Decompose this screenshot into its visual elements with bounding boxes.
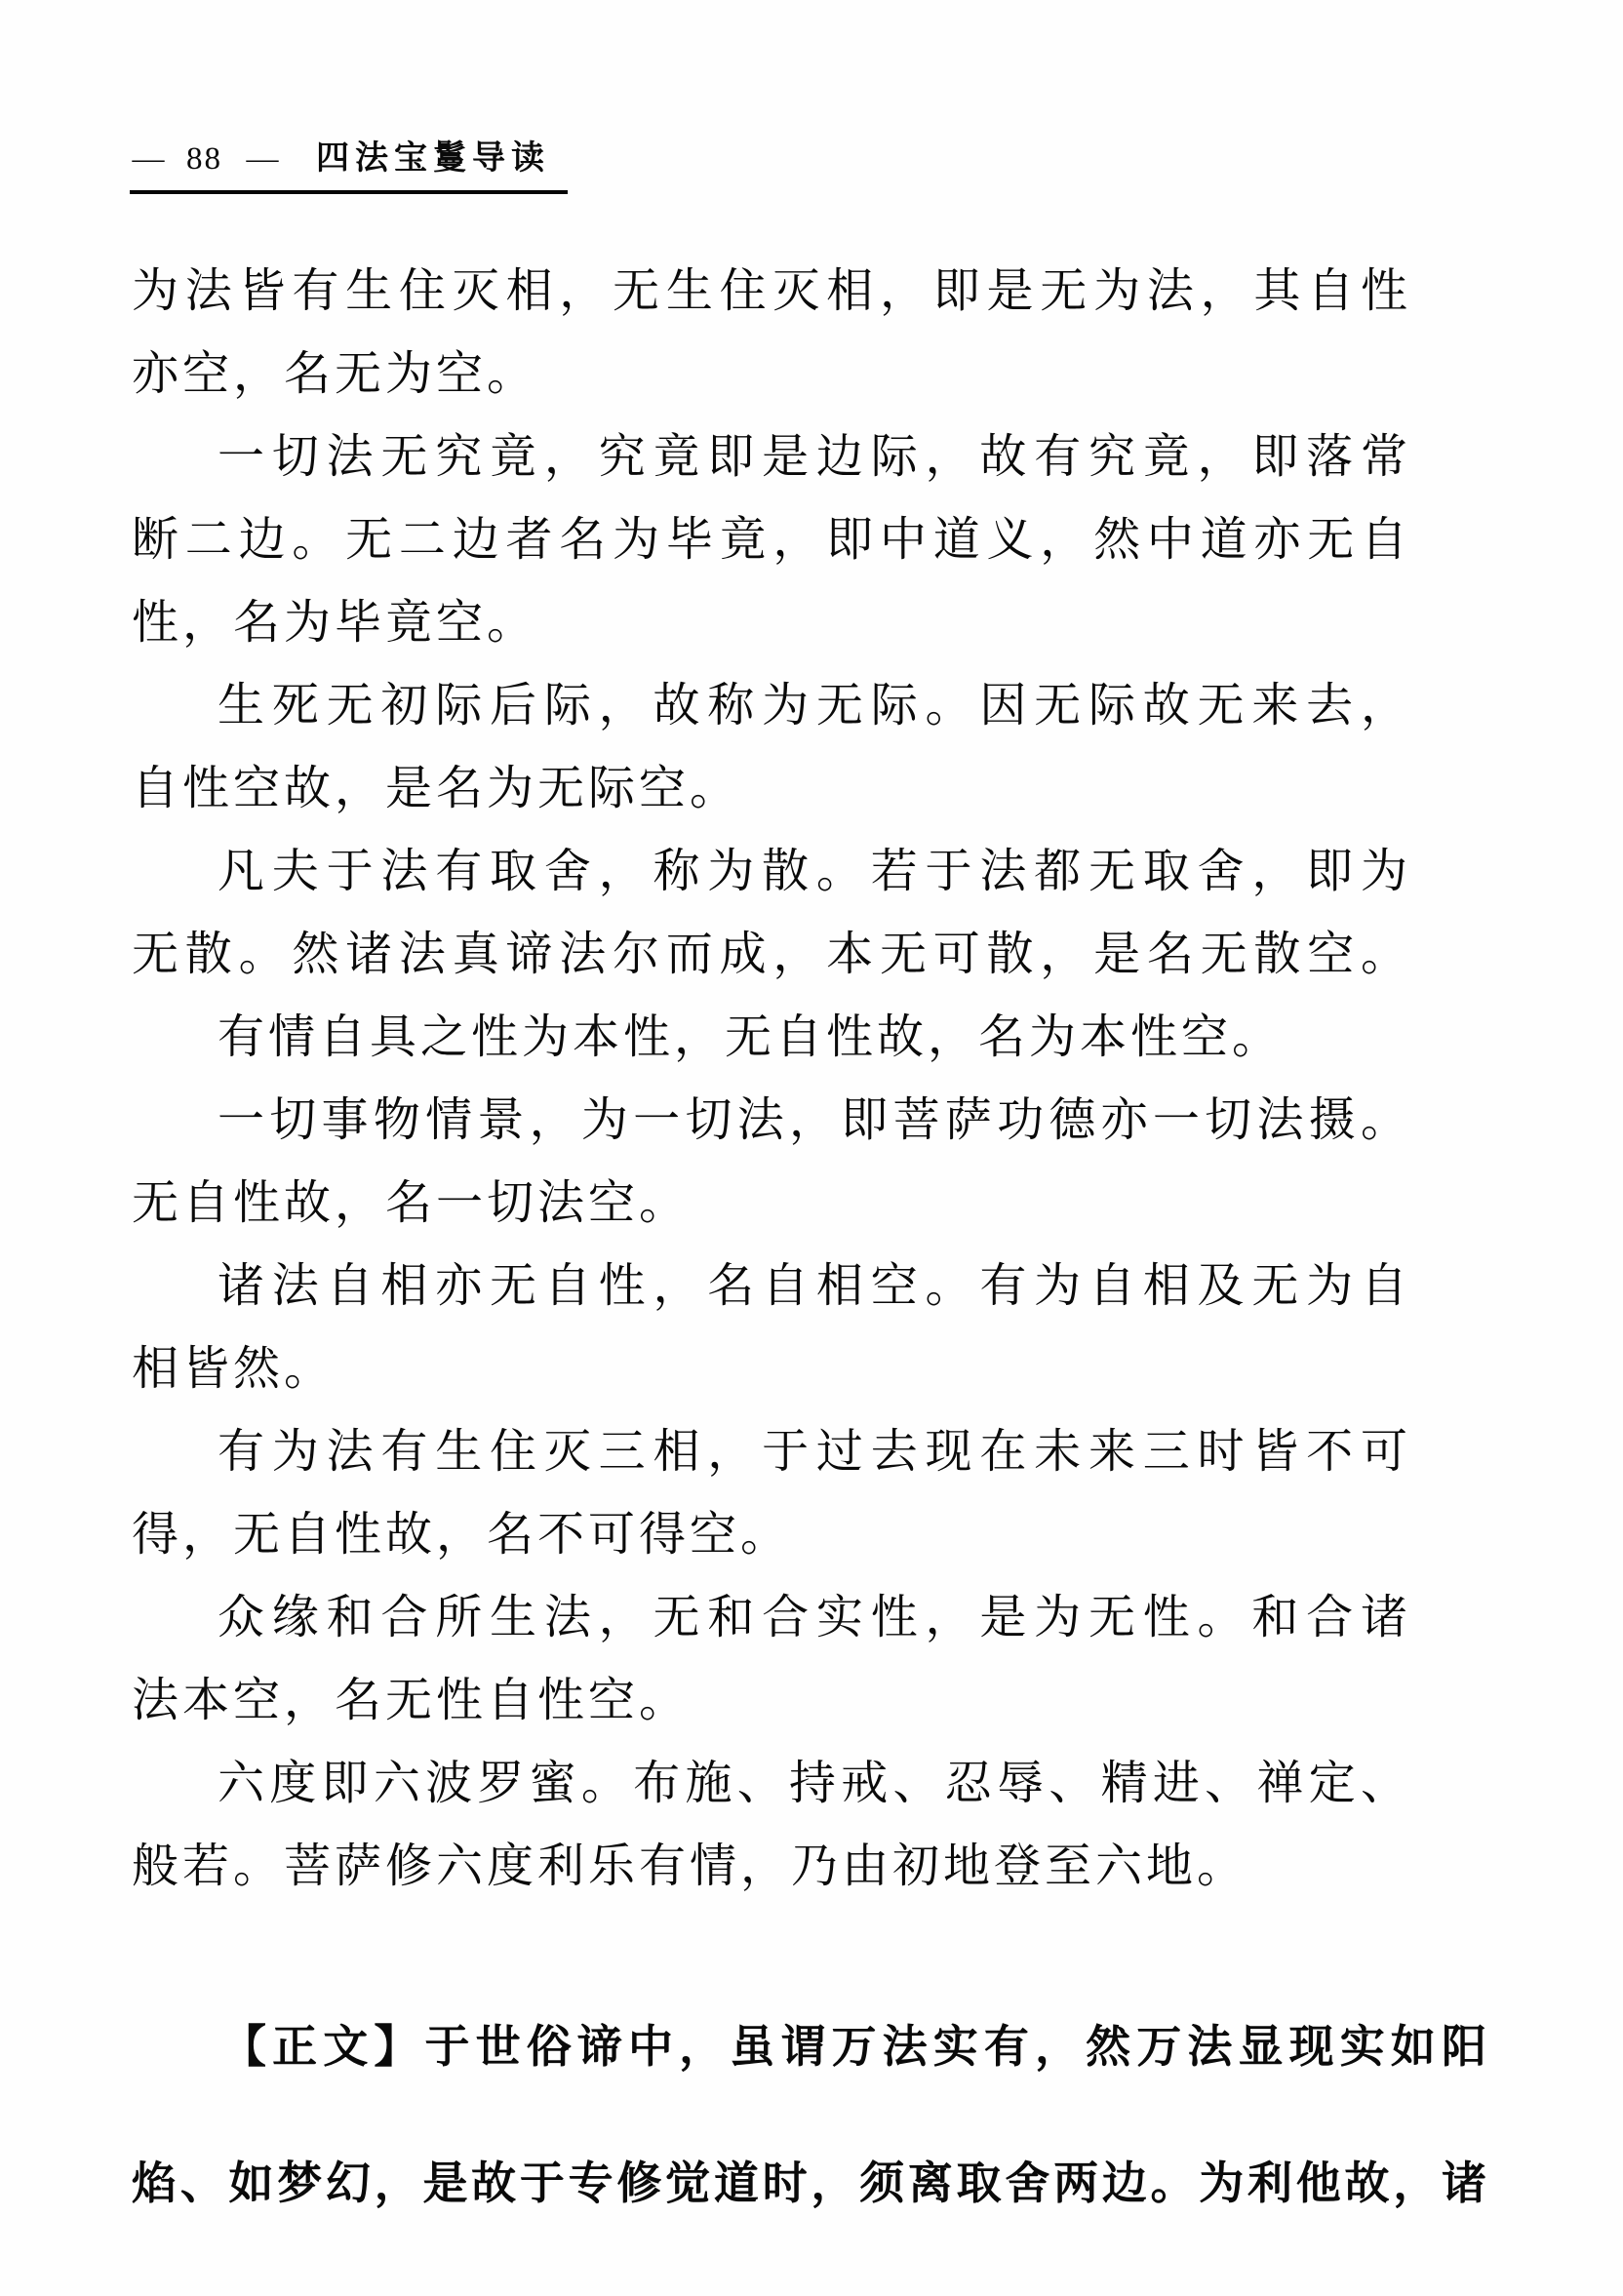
text-line: 自性空故，是名为无际空。	[132, 763, 741, 814]
text-line: 法本空，名无性自性空。	[132, 1675, 691, 1726]
text-line: 为法皆有生住灭相，无生住灭相，即是无为法，其自性	[132, 265, 1411, 317]
text-line: 一切法无究竟，究竟即是边际，故有究竟，即落常	[218, 431, 1411, 483]
page-header	[130, 142, 568, 194]
page-number-dash-left: —	[132, 142, 165, 175]
text-line: 得，无自性故，名不可得空。	[132, 1509, 792, 1561]
text-line: 生死无初际后际，故称为无际。因无际故无来去，	[218, 680, 1411, 732]
text-line: 凡夫于法有取舍，称为散。若于法都无取舍，即为	[218, 846, 1411, 897]
text-line: 相皆然。	[132, 1343, 336, 1395]
book-title: 四法宝鬘导读	[316, 140, 550, 177]
text-line: 无散。然诸法真谛法尔而成，本无可散，是名无散空。	[132, 929, 1411, 980]
commentary-text-block	[132, 250, 1411, 1908]
text-line: 六度即六波罗蜜。布施、持戒、忍辱、精进、禅定、	[218, 1758, 1411, 1809]
page-number: 88	[186, 140, 222, 177]
text-line: 有情自具之性为本性，无自性故，名为本性空。	[218, 1011, 1284, 1063]
text-line: 般若。菩萨修六度利乐有情，乃由初地登至六地。	[132, 1841, 1248, 1892]
text-line: 无自性故，名一切法空。	[132, 1177, 691, 1229]
text-line: 性，名为毕竟空。	[132, 597, 538, 649]
text-line: 亦空，名无为空。	[132, 348, 538, 400]
text-line: 断二边。无二边者名为毕竟，即中道义，然中道亦无自	[132, 514, 1411, 566]
text-line: 【正文】于世俗谛中，虽谓万法实有，然万法显现实如阳	[221, 2021, 1489, 2072]
zhengwen-text-block	[132, 1978, 1489, 2251]
text-line: 众缘和合所生法，无和合实性，是为无性。和合诸	[218, 1592, 1411, 1643]
page-number-dash-right: —	[246, 142, 279, 175]
text-line: 一切事物情景，为一切法，即菩萨功德亦一切法摄。	[218, 1094, 1411, 1146]
text-line: 诸法自相亦无自性，名自相空。有为自相及无为自	[218, 1260, 1411, 1312]
text-line: 焰、如梦幻，是故于专修觉道时，须离取舍两边。为利他故，诸	[132, 2157, 1489, 2208]
text-line: 有为法有生住灭三相，于过去现在未来三时皆不可	[218, 1426, 1411, 1478]
